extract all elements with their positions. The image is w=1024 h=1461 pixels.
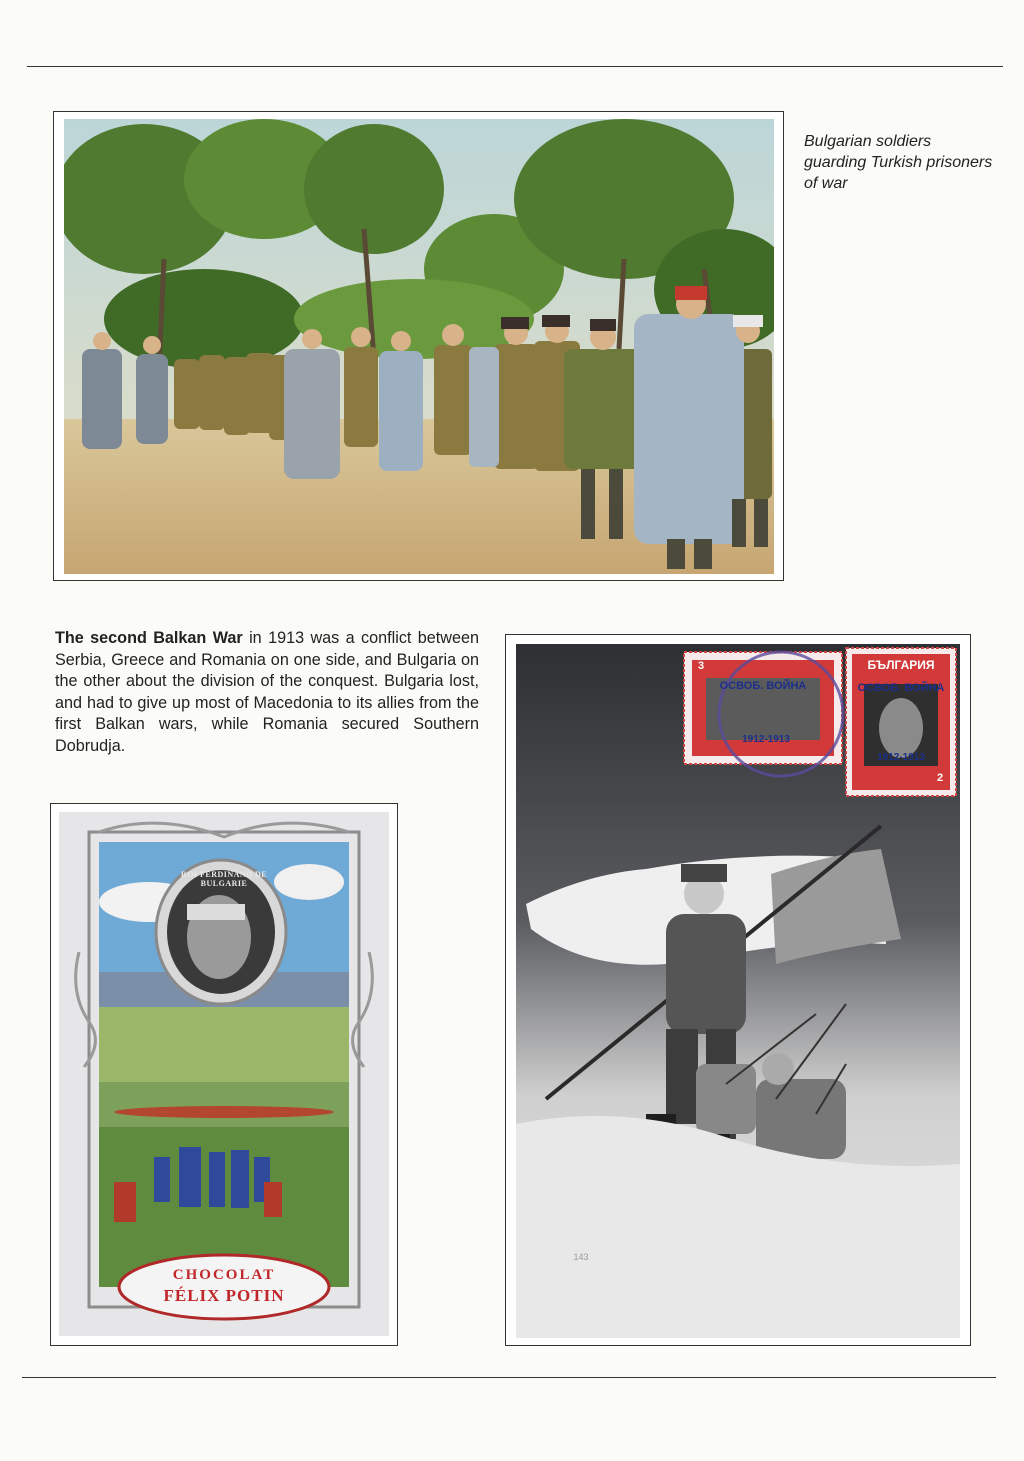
stamp1-years: 1912-1913 [742, 734, 790, 745]
chocolate-card-image [59, 812, 389, 1336]
chocolat-banner-line1: CHOCOLAT [172, 1267, 276, 1283]
stamp2-country: БЪЛГАРИЯ [867, 658, 935, 672]
flag-card-image [516, 644, 960, 1338]
paragraph-lead: The second Balkan War [55, 629, 243, 647]
paragraph-body: in 1913 was a conflict between Serbia, Greece and Romania on one side, and Bulgaria on the other about the division of the conquest. Bulgaria lost, and had to give up most of Macedonia to its allies from the first Balkan wars, while Romania secured Southern Dobrudja. [55, 629, 479, 755]
prisoners-caption: Bulgarian soldiers guarding Turkish prisoners of war [804, 133, 993, 192]
balkan-war-paragraph [55, 628, 479, 757]
card-number: 143 [573, 1252, 589, 1262]
stamp2-years: 1912-1913 [877, 752, 925, 763]
stamp2-overprint: ОСВОБ. ВОЙНА [857, 682, 945, 694]
bottom-rule [22, 1377, 996, 1378]
stamp2-value: 2 [936, 772, 944, 784]
prisoners-postcard-image [64, 119, 774, 574]
stamp1-value: 3 [697, 660, 705, 672]
top-rule [27, 66, 1003, 67]
medallion-inscription: ROI FERDINAND DE BULGARIE [180, 870, 268, 888]
stamp1-overprint: ОСВОБ. ВОЙНА [719, 680, 807, 692]
chocolat-banner-line2: FÉLIX POTIN [163, 1286, 285, 1305]
